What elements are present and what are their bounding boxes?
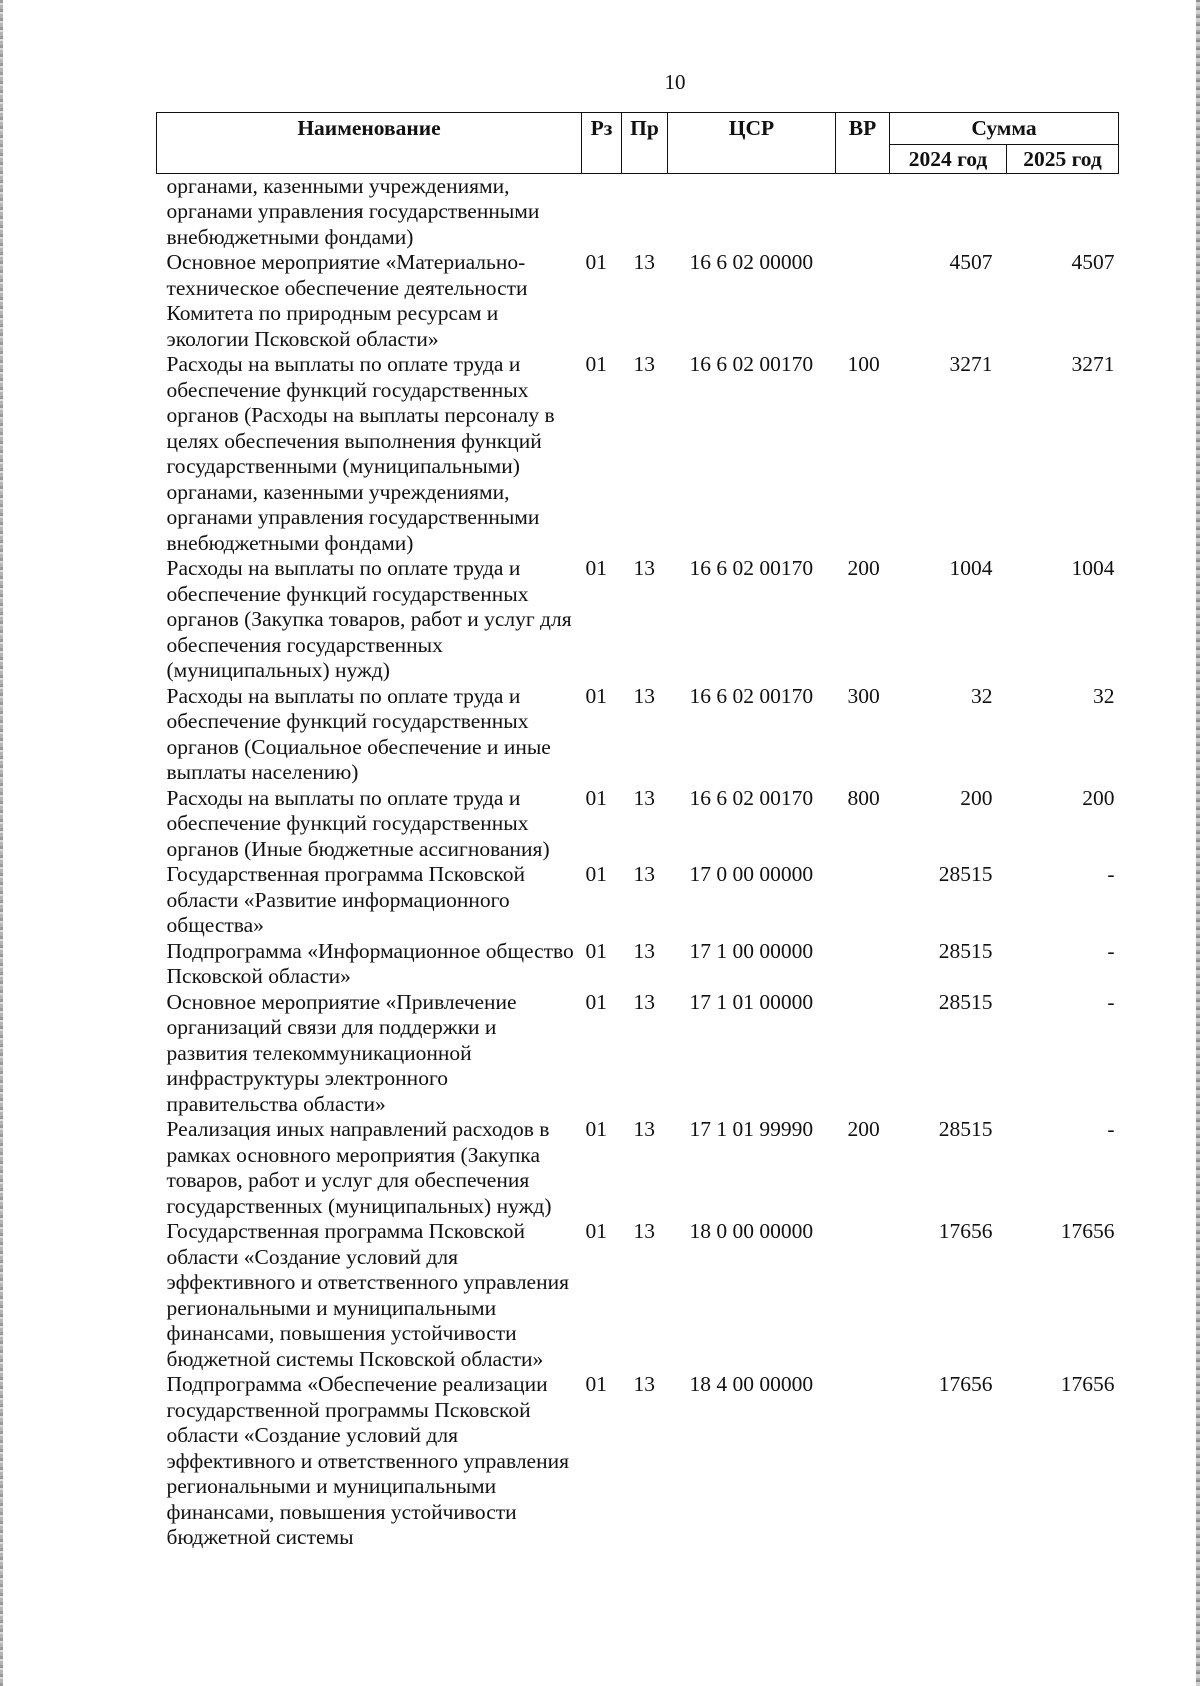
cell-2025: 17656 <box>1060 1219 1115 1243</box>
cell-csr: 16 6 02 00170 <box>689 683 814 708</box>
cell-vr: 100 <box>847 352 880 376</box>
cell-pr: 13 <box>633 556 655 580</box>
cell-csr: 17 0 00 00000 <box>689 862 814 886</box>
header-vr: ВР <box>836 113 890 174</box>
cell-pr: 13 <box>633 938 655 963</box>
table-row <box>157 173 1119 250</box>
cell-2024: 32 <box>971 683 993 708</box>
cell-rz: 01 <box>585 938 607 963</box>
cell-pr <box>622 173 668 250</box>
cell-pr: 13 <box>633 785 655 810</box>
cell-2024: 3271 <box>949 352 993 376</box>
cell-rz: 01 <box>585 785 607 810</box>
header-csr: ЦСР <box>668 113 836 174</box>
table-row <box>157 1219 1119 1372</box>
header-year-2024: 2024 год <box>890 145 1007 174</box>
cell-csr: 16 6 02 00170 <box>689 556 814 580</box>
cell-vr <box>836 1372 890 1551</box>
cell-vr: 200 <box>847 1117 880 1141</box>
cell-rz: 01 <box>585 1372 607 1396</box>
cell-pr: 13 <box>633 352 655 376</box>
cell-pr: 13 <box>633 1372 655 1396</box>
cell-name: Подпрограмма «Информационное общество Псковской области» <box>166 938 574 988</box>
cell-name: Расходы на выплаты по оплате труда и обеспечение функций государственных органов (Расходы на выплаты персоналу в целях обеспечения выполнения функций государственными (муниципальными) органами, казенными учреждениями, органами управления государственными внебюджетными фондами) <box>166 352 555 555</box>
cell-2025: 3271 <box>1071 352 1115 376</box>
header-rz: Рз <box>582 113 622 174</box>
cell-name: органами, казенными учреждениями, органами управления государственными внебюджетными фондами) <box>166 173 540 249</box>
scan-edge-left <box>0 0 3 1686</box>
cell-vr <box>836 862 890 939</box>
cell-rz: 01 <box>585 683 607 708</box>
cell-rz: 01 <box>585 556 607 580</box>
cell-2025: 17656 <box>1060 1372 1115 1396</box>
page-number: 10 <box>664 70 686 94</box>
cell-2024: 28515 <box>938 938 993 963</box>
cell-2024: 200 <box>960 785 993 810</box>
table-row <box>157 352 1119 556</box>
cell-2024: 28515 <box>938 862 993 886</box>
table-row <box>157 1372 1119 1551</box>
cell-rz: 01 <box>585 1219 607 1243</box>
cell-csr: 17 1 00 00000 <box>689 938 814 963</box>
cell-rz: 01 <box>585 352 607 376</box>
cell-csr: 18 0 00 00000 <box>689 1219 814 1243</box>
cell-2025: 4507 <box>1071 250 1115 274</box>
table-row <box>157 862 1119 939</box>
cell-csr <box>668 173 836 250</box>
table-row <box>157 990 1119 1118</box>
cell-2025: - <box>1107 989 1115 1014</box>
table-body <box>157 173 1119 1551</box>
cell-2024: 17656 <box>938 1372 993 1396</box>
cell-rz: 01 <box>585 250 607 274</box>
cell-rz <box>582 173 622 250</box>
cell-2024: 28515 <box>938 989 993 1014</box>
cell-vr <box>836 250 890 352</box>
cell-2025: 1004 <box>1071 556 1115 580</box>
table-row <box>157 939 1119 990</box>
table-row <box>157 684 1119 786</box>
header-sum: Сумма <box>890 113 1119 145</box>
cell-2024: 28515 <box>938 1117 993 1141</box>
cell-name: Расходы на выплаты по оплате труда и обеспечение функций государственных органов (Иные бюджетные ассигнования) <box>166 785 550 861</box>
cell-csr: 17 1 01 00000 <box>689 989 814 1014</box>
table-row <box>157 1117 1119 1219</box>
cell-csr: 16 6 02 00000 <box>689 250 814 274</box>
scan-edge-right <box>1196 0 1200 1686</box>
cell-pr: 13 <box>633 862 655 886</box>
cell-vr: 300 <box>847 683 880 708</box>
cell-2025 <box>1007 173 1119 250</box>
cell-csr: 16 6 02 00170 <box>689 785 814 810</box>
cell-2025: - <box>1107 1117 1115 1141</box>
budget-table-container <box>156 112 1118 1551</box>
cell-vr <box>836 1219 890 1372</box>
cell-name: Основное мероприятие «Материально-техническое обеспечение деятельности Комитета по природным ресурсам и экологии Псковской области» <box>166 250 528 351</box>
cell-vr: 800 <box>847 785 880 810</box>
cell-pr: 13 <box>633 1117 655 1141</box>
cell-name: Реализация иных направлений расходов в рамках основного мероприятия (Закупка товаров, работ и услуг для обеспечения государственных (муниципальных) нужд) <box>166 1117 552 1218</box>
cell-rz: 01 <box>585 1117 607 1141</box>
cell-vr: 200 <box>847 556 880 580</box>
cell-vr <box>836 173 890 250</box>
cell-pr: 13 <box>633 683 655 708</box>
cell-2024: 17656 <box>938 1219 993 1243</box>
table-header <box>157 113 1119 174</box>
cell-name: Основное мероприятие «Привлечение организаций связи для поддержки и развития телекоммуникационной инфраструктуры электронного правительства области» <box>166 989 517 1116</box>
header-year-2025: 2025 год <box>1007 145 1119 174</box>
cell-csr: 16 6 02 00170 <box>689 352 814 376</box>
cell-name: Подпрограмма «Обеспечение реализации государственной программы Псковской области «Создание условий для эффективного и ответственного управления региональными и муниципальными финансами, повышения устойчивости бюджетной системы <box>166 1372 569 1549</box>
cell-2025: - <box>1107 862 1115 886</box>
budget-table <box>156 112 1119 1551</box>
header-pr: Пр <box>622 113 668 174</box>
cell-2024: 4507 <box>949 250 993 274</box>
cell-rz: 01 <box>585 862 607 886</box>
cell-name: Расходы на выплаты по оплате труда и обеспечение функций государственных органов (Социальное обеспечение и иные выплаты населению) <box>166 683 551 784</box>
cell-2024 <box>890 173 1007 250</box>
table-row <box>157 556 1119 684</box>
cell-pr: 13 <box>633 1219 655 1243</box>
cell-rz: 01 <box>585 989 607 1014</box>
cell-2025: 32 <box>1093 683 1115 708</box>
cell-name: Государственная программа Псковской области «Развитие информационного общества» <box>166 862 525 937</box>
table-row <box>157 250 1119 352</box>
cell-csr: 17 1 01 99990 <box>689 1117 814 1141</box>
cell-2024: 1004 <box>949 556 993 580</box>
header-name: Наименование <box>157 113 582 174</box>
cell-csr: 18 4 00 00000 <box>689 1372 814 1396</box>
cell-name: Расходы на выплаты по оплате труда и обеспечение функций государственных органов (Закупка товаров, работ и услуг для обеспечения государственных (муниципальных) нужд) <box>166 556 572 682</box>
cell-pr: 13 <box>633 250 655 274</box>
cell-2025: - <box>1107 938 1115 963</box>
cell-name: Государственная программа Псковской области «Создание условий для эффективного и ответственного управления региональными и муниципальными финансами, повышения устойчивости бюджетной системы Псковской области» <box>166 1219 569 1371</box>
table-row <box>157 786 1119 863</box>
cell-vr <box>836 990 890 1118</box>
cell-pr: 13 <box>633 989 655 1014</box>
cell-vr <box>836 939 890 990</box>
cell-2025: 200 <box>1082 785 1115 810</box>
